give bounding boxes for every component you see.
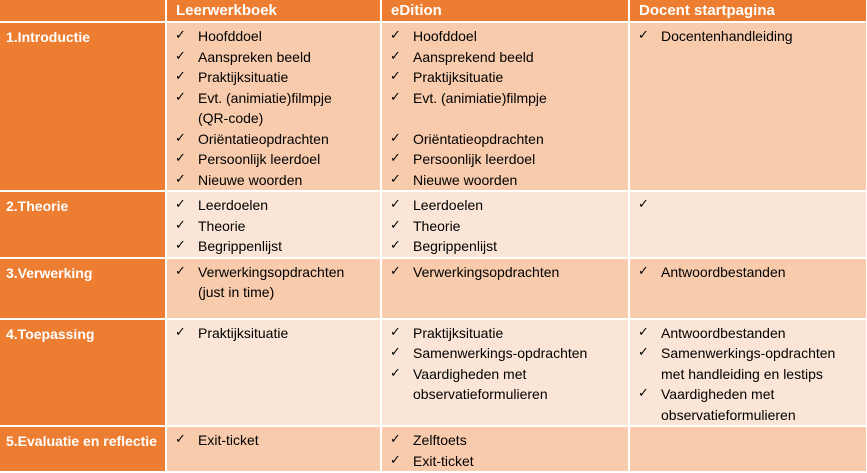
list-item-text: Evt. (animiatie)filmpje: [198, 89, 332, 106]
check-list: [630, 192, 866, 212]
list-item-text: Aanspreken beeld: [198, 48, 311, 65]
list-item-text: Zelftoets: [413, 432, 467, 448]
list-item-text: Antwoordbestanden: [661, 324, 786, 341]
check-list: [630, 320, 866, 426]
list-item-text: Praktijksituatie: [413, 69, 504, 85]
check-icon: ✓: [390, 171, 401, 187]
list-item-text: Begrippenlijst: [413, 238, 498, 254]
list-item-text: Evt. (animiatie)filmpje: [413, 89, 547, 106]
list-item-text: Persoonlijk leerdoel: [198, 151, 321, 167]
cell-docent: [629, 319, 867, 427]
list-item: [390, 364, 628, 385]
check-icon: ✓: [638, 28, 649, 43]
check-icon: ✓: [175, 151, 186, 166]
cell-docent: [629, 258, 867, 319]
list-item: [390, 108, 628, 129]
list-item-text: observatieformulieren: [661, 406, 796, 423]
list-item: [390, 88, 628, 109]
cell-docent: [629, 426, 867, 472]
list-item: [175, 129, 380, 150]
list-item: [390, 343, 628, 364]
list-item-text: Leerdoelen: [413, 197, 484, 213]
list-item-text: Exit-ticket: [413, 452, 474, 469]
check-icon: ✓: [638, 345, 649, 360]
check-list: [382, 427, 628, 471]
check-icon: ✓: [390, 151, 401, 166]
list-item-text: Docentenhandleiding: [661, 28, 793, 44]
table-row: [0, 258, 867, 319]
header-docent-startpagina: Docent startpagina: [629, 0, 867, 22]
list-item-text: (QR-code): [198, 110, 264, 126]
list-item: [175, 108, 380, 129]
check-icon: ✓: [390, 345, 401, 360]
table-row: [0, 22, 867, 191]
check-icon: ✓: [175, 130, 186, 146]
phase-label: 5.Evaluatie en reflectie: [0, 426, 166, 472]
list-item: [390, 236, 628, 257]
check-icon: ✓: [175, 324, 186, 340]
cell-edition: [381, 426, 629, 472]
list-item: [390, 129, 628, 150]
check-list: [630, 259, 866, 283]
check-list: [630, 427, 866, 430]
list-item: [175, 323, 380, 344]
check-icon: ✓: [390, 217, 401, 233]
cell-leerwerkboek: [166, 22, 381, 191]
cell-leerwerkboek: [166, 426, 381, 472]
check-list: [167, 320, 380, 344]
list-item: [175, 47, 380, 68]
list-item: [175, 216, 380, 237]
list-item-text: Verwerkingsopdrachten: [413, 263, 560, 280]
list-item: [390, 384, 628, 405]
list-item: [175, 195, 380, 216]
check-icon: ✓: [390, 89, 401, 105]
list-item: [390, 430, 628, 451]
list-item-text: Nieuwe woorden: [413, 171, 518, 188]
check-icon: ✓: [175, 69, 186, 84]
cell-edition: [381, 258, 629, 319]
check-icon: ✓: [175, 171, 186, 187]
list-item-text: Exit-ticket: [198, 432, 259, 448]
list-item: [390, 149, 628, 170]
list-item-text: Hoofddoel: [198, 28, 262, 44]
list-item: [175, 67, 380, 88]
list-item: [175, 149, 380, 170]
check-icon: ✓: [390, 197, 401, 212]
check-icon: ✓: [638, 263, 649, 279]
list-item: [390, 47, 628, 68]
list-item: [175, 236, 380, 257]
list-item-text: Oriëntatieopdrachten: [413, 130, 544, 147]
check-icon: ✓: [390, 48, 401, 64]
list-item: [175, 170, 380, 191]
list-item: [638, 262, 866, 283]
list-item-text: observatieformulieren: [413, 386, 548, 402]
check-icon: ✓: [390, 432, 401, 447]
check-icon: ✓: [638, 324, 649, 340]
list-item-text: met handleiding en lestips: [661, 365, 823, 382]
cell-leerwerkboek: [166, 191, 381, 258]
list-item: [390, 216, 628, 237]
check-icon: ✓: [390, 452, 401, 468]
list-item: [175, 262, 380, 283]
cell-edition: [381, 22, 629, 191]
list-item-text: Samenwerkings-opdrachten: [661, 345, 836, 361]
list-item: [175, 88, 380, 109]
list-item-text: Praktijksituatie: [413, 324, 504, 341]
list-item-text: Antwoordbestanden: [661, 263, 786, 280]
cell-leerwerkboek: [166, 258, 381, 319]
list-item: [638, 323, 866, 344]
list-item: [638, 384, 866, 405]
check-icon: ✓: [175, 48, 186, 64]
list-item-text: Vaardigheden met: [661, 386, 775, 402]
check-list: [382, 320, 628, 405]
cell-edition: [381, 191, 629, 258]
check-icon: ✓: [175, 238, 186, 253]
check-list: [167, 192, 380, 257]
list-item: [390, 67, 628, 88]
check-list: [630, 23, 866, 47]
cell-edition: [381, 319, 629, 427]
check-list: [167, 259, 380, 303]
check-list: [382, 192, 628, 257]
phase-label: 2.Theorie: [0, 191, 166, 258]
list-item-text: Samenwerkings-opdrachten: [413, 345, 588, 361]
list-item: [175, 282, 380, 303]
list-item: [390, 451, 628, 472]
list-item-text: Aansprekend beeld: [413, 48, 534, 65]
list-item-text: Begrippenlijst: [198, 238, 283, 254]
list-item-text: Praktijksituatie: [198, 69, 289, 85]
list-item: [175, 430, 380, 451]
list-item: [390, 170, 628, 191]
check-icon: ✓: [175, 28, 186, 43]
check-icon: ✓: [175, 89, 186, 105]
list-item-text: Hoofddoel: [413, 28, 477, 44]
list-item: [638, 343, 866, 364]
table-row: [0, 191, 867, 258]
list-item: [390, 323, 628, 344]
list-item: [390, 195, 628, 216]
list-item: [638, 364, 866, 385]
list-item-text: Theorie: [413, 217, 461, 234]
list-item-text: (just in time): [198, 284, 275, 300]
check-icon: ✓: [390, 263, 401, 279]
list-item-text: Praktijksituatie: [198, 324, 289, 341]
check-icon: ✓: [390, 69, 401, 84]
check-icon: ✓: [175, 197, 186, 212]
list-item-text: Nieuwe woorden: [198, 171, 303, 188]
check-list: [382, 23, 628, 190]
header-corner: [0, 0, 166, 22]
phase-label: 4.Toepassing: [0, 319, 166, 427]
check-icon: ✓: [390, 130, 401, 146]
header-edition: eDition: [381, 0, 629, 22]
list-item-text: Verwerkingsopdrachten: [198, 263, 345, 280]
phase-label: 1.Introductie: [0, 22, 166, 191]
cell-leerwerkboek: [166, 319, 381, 427]
list-item: [390, 262, 628, 283]
list-item: [390, 26, 628, 47]
check-list: [382, 259, 628, 283]
table-row: [0, 319, 867, 427]
check-icon: ✓: [638, 197, 649, 212]
list-item-text: Oriëntatieopdrachten: [198, 130, 329, 147]
check-icon: ✓: [390, 365, 401, 381]
list-item-text: Theorie: [198, 217, 246, 234]
cell-docent: [629, 22, 867, 191]
cell-docent: [629, 191, 867, 258]
check-icon: ✓: [175, 432, 186, 447]
check-icon: ✓: [390, 28, 401, 43]
header-leerwerkboek: Leerwerkboek: [166, 0, 381, 22]
check-list: [167, 427, 380, 451]
list-item: [638, 405, 866, 426]
list-item: [638, 26, 866, 47]
check-icon: ✓: [175, 263, 186, 279]
check-icon: ✓: [390, 238, 401, 253]
list-item-text: Persoonlijk leerdoel: [413, 151, 536, 167]
check-icon: ✓: [175, 217, 186, 233]
list-item: [175, 26, 380, 47]
table-row: [0, 426, 867, 472]
list-item-text: Vaardigheden met: [413, 365, 527, 382]
check-icon: ✓: [638, 386, 649, 401]
list-item-text: Leerdoelen: [198, 197, 269, 213]
check-list: [167, 23, 380, 190]
check-icon: ✓: [390, 324, 401, 340]
phase-label: 3.Verwerking: [0, 258, 166, 319]
